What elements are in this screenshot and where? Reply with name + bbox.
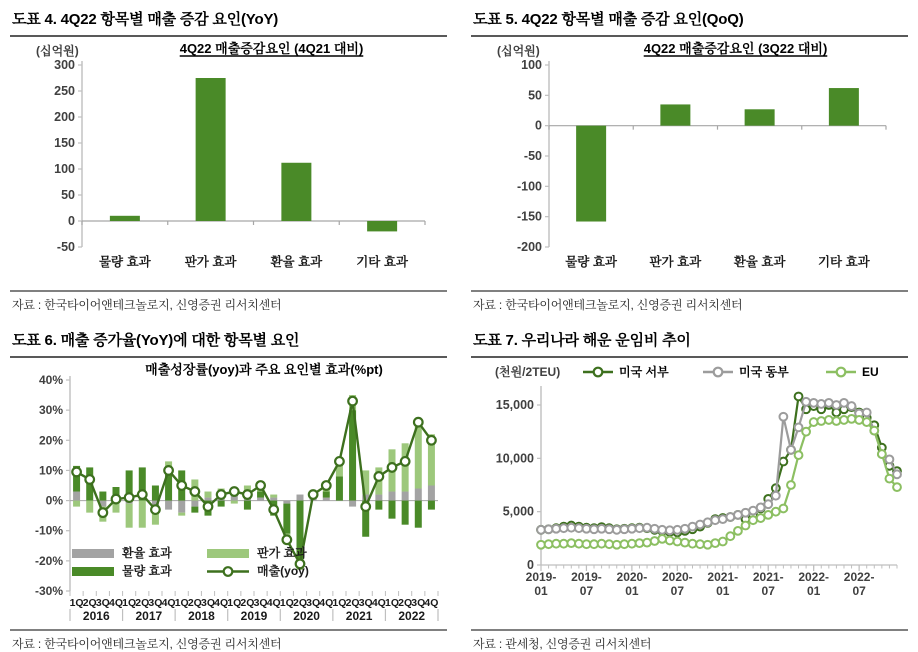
svg-text:2016: 2016 xyxy=(82,609,110,623)
freight-rates-line-chart xyxy=(471,360,908,624)
svg-text:2021: 2021 xyxy=(345,609,373,623)
svg-text:01: 01 xyxy=(716,584,730,598)
svg-text:1Q: 1Q xyxy=(279,597,294,609)
svg-text:4Q: 4Q xyxy=(108,597,124,609)
svg-text:1Q: 1Q xyxy=(69,597,84,609)
svg-text:판가 효과: 판가 효과 xyxy=(257,546,307,560)
svg-text:40%: 40% xyxy=(38,373,63,387)
fig6-chart-wrap xyxy=(10,358,447,629)
svg-text:2019-: 2019- xyxy=(525,570,557,584)
fig5-chart-wrap xyxy=(471,37,908,290)
svg-text:07: 07 xyxy=(852,584,866,598)
svg-text:3Q: 3Q xyxy=(411,597,426,609)
svg-text:4Q: 4Q xyxy=(424,597,439,609)
yoy-decomposition-combo-chart xyxy=(10,360,447,624)
svg-text:2Q: 2Q xyxy=(292,597,308,609)
svg-text:2Q: 2Q xyxy=(82,597,97,609)
svg-text:2021-: 2021- xyxy=(707,570,739,584)
svg-text:2017: 2017 xyxy=(135,609,163,623)
svg-text:2021-: 2021- xyxy=(752,570,784,584)
svg-text:1Q: 1Q xyxy=(227,597,242,609)
svg-text:2Q: 2Q xyxy=(240,597,255,609)
svg-text:2020-: 2020- xyxy=(616,570,648,584)
fig4-source: 자료 : 한국타이어앤테크놀로지, 신영증권 리서치센터 xyxy=(10,290,447,313)
svg-text:3Q: 3Q xyxy=(306,597,321,609)
fig5-title: 도표 5. 4Q22 항목별 매출 증감 요인(QoQ) xyxy=(471,6,908,37)
svg-text:30%: 30% xyxy=(38,403,63,418)
svg-text:2018: 2018 xyxy=(188,609,215,623)
svg-text:-50: -50 xyxy=(56,240,75,254)
svg-text:250: 250 xyxy=(54,84,75,98)
svg-text:2Q: 2Q xyxy=(398,597,413,609)
fig7-source: 자료 : 관세청, 신영증권 리서치센터 xyxy=(471,629,908,652)
fig4-title: 도표 4. 4Q22 항목별 매출 증감 요인(YoY) xyxy=(10,6,447,37)
svg-text:판가 효과: 판가 효과 xyxy=(184,255,237,269)
svg-text:-200: -200 xyxy=(516,240,542,254)
svg-text:5,000: 5,000 xyxy=(502,504,534,519)
svg-text:2019-: 2019- xyxy=(571,570,602,584)
svg-text:4Q: 4Q xyxy=(371,597,386,609)
svg-text:물량 효과: 물량 효과 xyxy=(565,255,618,269)
svg-text:100: 100 xyxy=(54,162,75,176)
svg-text:3Q: 3Q xyxy=(148,597,163,609)
fig7-title: 도표 7. 우리나라 해운 운임비 추이 xyxy=(471,327,908,358)
svg-text:0: 0 xyxy=(68,214,75,228)
svg-text:200: 200 xyxy=(54,110,75,124)
panel-fig6 xyxy=(10,327,447,652)
svg-text:매출성장률(yoy)과 주요 요인별 효과(%pt): 매출성장률(yoy)과 주요 요인별 효과(%pt) xyxy=(145,362,383,377)
svg-text:4Q: 4Q xyxy=(319,597,334,609)
svg-text:(천원/2TEU): (천원/2TEU) xyxy=(495,365,561,379)
svg-text:3Q: 3Q xyxy=(200,597,216,609)
svg-text:01: 01 xyxy=(807,584,821,598)
svg-text:물량 효과: 물량 효과 xyxy=(98,255,151,269)
panel-fig7 xyxy=(471,327,908,652)
svg-text:4Q22 매출증감요인 (3Q22 대비): 4Q22 매출증감요인 (3Q22 대비) xyxy=(643,41,828,56)
svg-text:01: 01 xyxy=(625,584,639,598)
svg-text:-50: -50 xyxy=(523,149,542,163)
svg-text:매출(yoy): 매출(yoy) xyxy=(257,564,309,578)
svg-text:4Q: 4Q xyxy=(266,597,281,609)
svg-text:2019: 2019 xyxy=(240,609,268,623)
svg-text:(십억원): (십억원) xyxy=(36,44,79,58)
svg-text:50: 50 xyxy=(61,188,75,202)
svg-text:07: 07 xyxy=(579,584,594,598)
svg-text:환율 효과: 환율 효과 xyxy=(270,255,323,269)
svg-text:1Q: 1Q xyxy=(332,597,347,609)
yoy-bridge-bar-chart xyxy=(10,39,447,285)
svg-text:4Q22 매출증감요인 (4Q21 대비): 4Q22 매출증감요인 (4Q21 대비) xyxy=(179,41,364,56)
svg-text:07: 07 xyxy=(670,584,685,598)
svg-text:0: 0 xyxy=(535,118,542,133)
svg-text:물량 효과: 물량 효과 xyxy=(122,564,172,578)
svg-text:미국 서부: 미국 서부 xyxy=(619,365,669,379)
svg-text:-10%: -10% xyxy=(34,523,63,538)
svg-text:15,000: 15,000 xyxy=(495,398,534,412)
svg-text:4Q: 4Q xyxy=(161,597,176,609)
svg-text:20%: 20% xyxy=(38,433,63,448)
fig4-chart-wrap xyxy=(10,37,447,290)
svg-text:2Q: 2Q xyxy=(135,597,150,609)
svg-text:2Q: 2Q xyxy=(187,597,202,609)
svg-text:-100: -100 xyxy=(516,179,542,194)
svg-text:4Q: 4Q xyxy=(214,597,229,609)
svg-text:(십억원): (십억원) xyxy=(497,44,540,58)
svg-text:10%: 10% xyxy=(38,463,63,478)
svg-text:1Q: 1Q xyxy=(384,597,400,609)
svg-text:2022-: 2022- xyxy=(798,570,830,584)
svg-text:50: 50 xyxy=(528,88,542,103)
svg-text:기타 효과: 기타 효과 xyxy=(817,255,870,269)
top-row xyxy=(10,6,908,313)
svg-text:-20%: -20% xyxy=(34,553,63,568)
svg-text:1Q: 1Q xyxy=(174,597,189,609)
svg-text:150: 150 xyxy=(54,136,75,150)
svg-text:판가 효과: 판가 효과 xyxy=(649,255,702,269)
svg-text:2020: 2020 xyxy=(293,609,320,623)
fig6-source: 자료 : 한국타이어앤테크놀로지, 신영증권 리서치센터 xyxy=(10,629,447,652)
svg-text:기타 효과: 기타 효과 xyxy=(356,255,409,269)
qoq-bridge-bar-chart xyxy=(471,39,908,285)
svg-text:환율 효과: 환율 효과 xyxy=(733,255,786,269)
bottom-row xyxy=(10,327,908,652)
svg-text:07: 07 xyxy=(761,584,775,598)
svg-text:0%: 0% xyxy=(45,493,63,508)
svg-text:-30%: -30% xyxy=(34,584,63,598)
svg-text:EU: EU xyxy=(862,365,879,379)
svg-text:100: 100 xyxy=(521,58,542,72)
panel-fig4 xyxy=(10,6,447,313)
svg-text:-150: -150 xyxy=(516,209,542,224)
svg-text:2022-: 2022- xyxy=(843,570,875,584)
svg-text:01: 01 xyxy=(534,584,548,598)
svg-text:2020-: 2020- xyxy=(661,570,693,584)
panel-fig5 xyxy=(471,6,908,313)
svg-text:10,000: 10,000 xyxy=(495,451,534,466)
svg-text:환율 효과: 환율 효과 xyxy=(122,546,172,560)
svg-text:3Q: 3Q xyxy=(253,597,268,609)
svg-text:1Q: 1Q xyxy=(122,597,137,609)
fig5-source: 자료 : 한국타이어앤테크놀로지, 신영증권 리서치센터 xyxy=(471,290,908,313)
svg-text:미국 동부: 미국 동부 xyxy=(739,365,789,379)
svg-text:0: 0 xyxy=(527,558,534,572)
svg-text:2Q: 2Q xyxy=(345,597,360,609)
svg-text:3Q: 3Q xyxy=(358,597,373,609)
svg-text:3Q: 3Q xyxy=(95,597,110,609)
svg-text:300: 300 xyxy=(54,58,75,72)
svg-text:2022: 2022 xyxy=(398,609,426,623)
fig6-title: 도표 6. 매출 증가율(YoY)에 대한 항목별 요인 xyxy=(10,327,447,358)
fig7-chart-wrap xyxy=(471,358,908,629)
